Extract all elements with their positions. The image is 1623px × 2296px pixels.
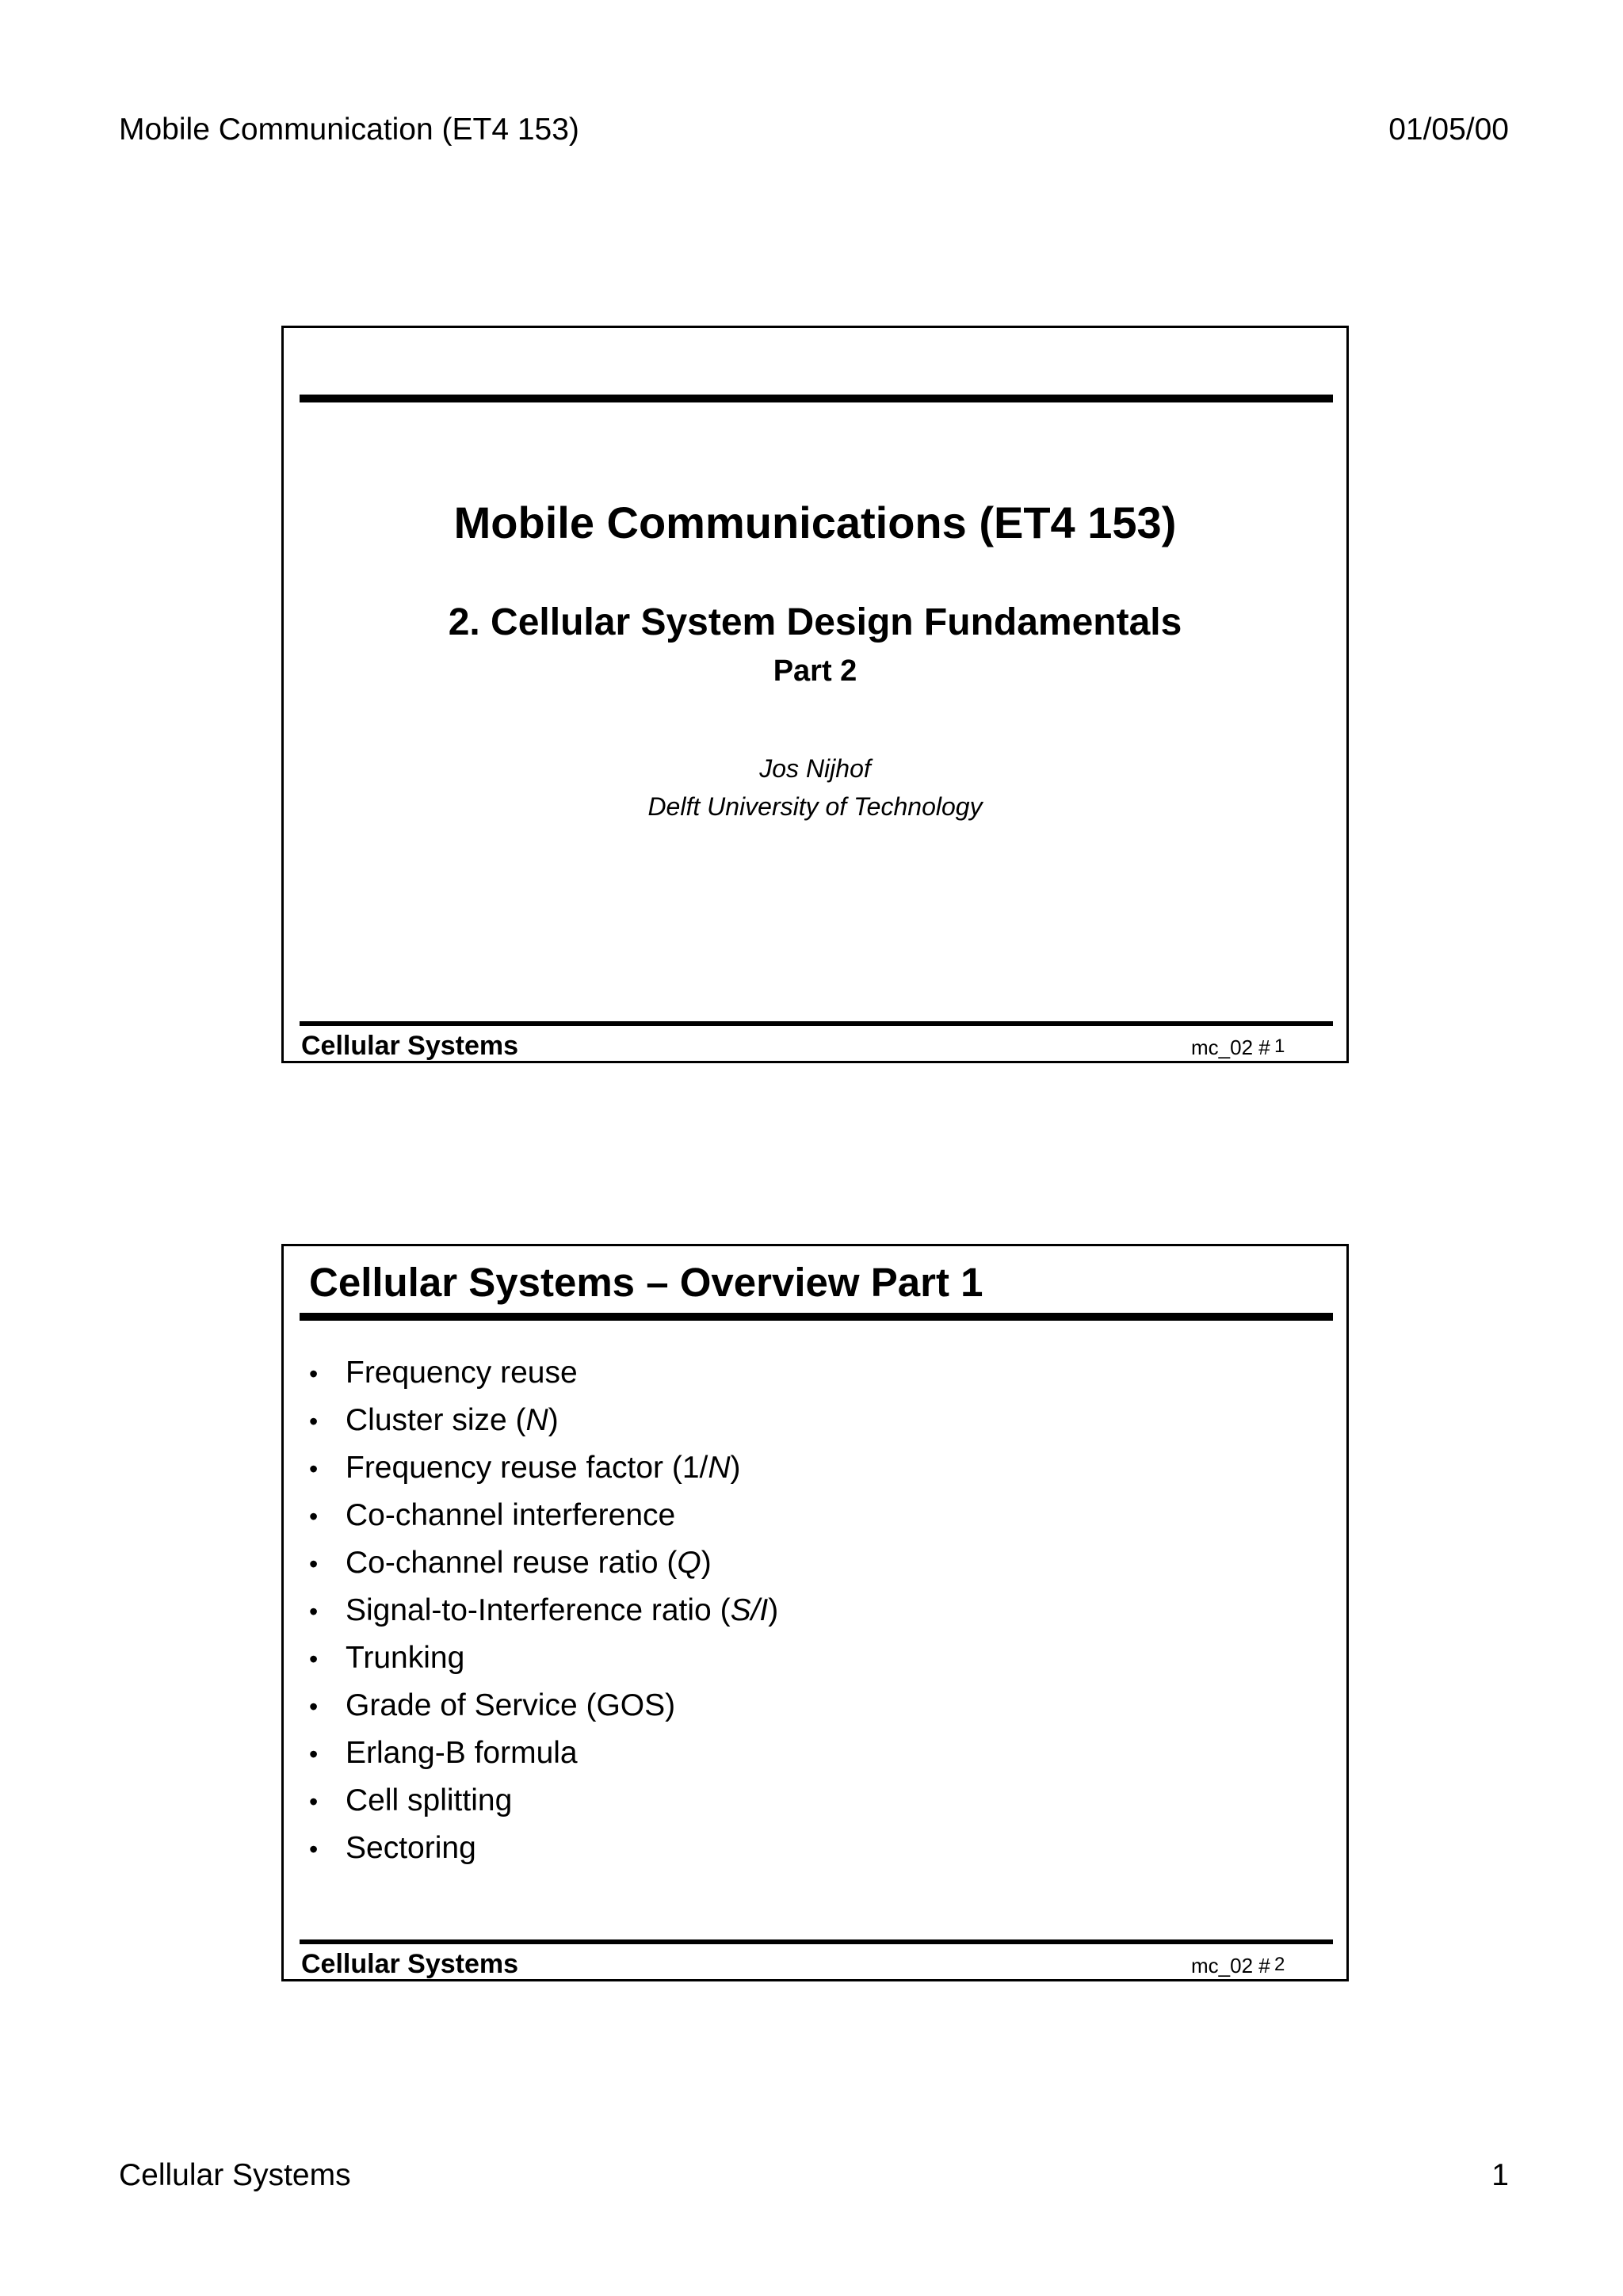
list-item-text bbox=[346, 1492, 675, 1539]
list-item bbox=[309, 1682, 778, 1730]
slide-footer-number: 2 bbox=[1274, 1954, 1285, 1975]
list-item-suffix: ) bbox=[548, 1403, 559, 1437]
list-item bbox=[309, 1444, 778, 1492]
list-item-text bbox=[346, 1397, 559, 1444]
slide-footer-code: mc_02 # bbox=[1191, 1035, 1270, 1059]
bullet-icon: • bbox=[309, 1502, 319, 1531]
list-item-text bbox=[346, 1634, 464, 1682]
slide-footer-code: mc_02 # bbox=[1191, 1954, 1270, 1978]
list-item-text bbox=[346, 1349, 578, 1397]
list-item bbox=[309, 1397, 778, 1444]
slide-heading: Cellular Systems – Overview Part 1 bbox=[309, 1260, 983, 1305]
slide-title bbox=[281, 326, 1349, 1063]
list-item bbox=[309, 1349, 778, 1397]
bullet-icon: • bbox=[309, 1597, 319, 1626]
list-item-prefix: Trunking bbox=[346, 1641, 465, 1675]
slide-bottom-rule bbox=[300, 1939, 1333, 1944]
slide-overview bbox=[281, 1244, 1349, 1981]
slide-subtitle: 2. Cellular System Design Fundamentals bbox=[448, 601, 1182, 643]
list-item-text bbox=[346, 1682, 675, 1730]
list-item-prefix: Frequency reuse bbox=[346, 1356, 578, 1390]
list-item-text bbox=[346, 1825, 476, 1872]
page-header-date: 01/05/00 bbox=[1388, 113, 1509, 147]
list-item bbox=[309, 1634, 778, 1682]
slide-footer-number: 1 bbox=[1274, 1035, 1285, 1057]
bullet-icon: • bbox=[309, 1407, 319, 1436]
bullet-icon: • bbox=[309, 1645, 319, 1673]
list-item-suffix: ) bbox=[701, 1546, 712, 1580]
list-item-suffix: ) bbox=[730, 1451, 741, 1485]
list-item-prefix: Signal-to-Interference ratio ( bbox=[346, 1593, 731, 1627]
list-item-text bbox=[346, 1730, 578, 1777]
list-item-variable: N bbox=[525, 1403, 548, 1437]
slide-affiliation: Delft University of Technology bbox=[647, 792, 983, 821]
bullet-icon: • bbox=[309, 1360, 319, 1388]
slide-author: Jos Nijhof bbox=[759, 754, 871, 783]
list-item-variable: S/I bbox=[730, 1593, 769, 1627]
slide-top-rule bbox=[300, 1313, 1333, 1321]
list-item-prefix: Cell splitting bbox=[346, 1783, 513, 1817]
bullet-list bbox=[309, 1349, 778, 1872]
page-header-course: Mobile Communication (ET4 153) bbox=[119, 113, 579, 147]
list-item-prefix: Frequency reuse factor (1/ bbox=[346, 1451, 708, 1485]
slide-footer-title: Cellular Systems bbox=[301, 1031, 519, 1061]
bullet-icon: • bbox=[309, 1740, 319, 1768]
page-footer-section: Cellular Systems bbox=[119, 2158, 351, 2192]
list-item-prefix: Grade of Service (GOS) bbox=[346, 1688, 676, 1722]
list-item-prefix: Co-channel interference bbox=[346, 1498, 676, 1532]
bullet-icon: • bbox=[309, 1692, 319, 1721]
slide-top-rule bbox=[300, 395, 1333, 402]
slide-main-title: Mobile Communications (ET4 153) bbox=[453, 498, 1177, 547]
list-item-text bbox=[346, 1444, 741, 1492]
bullet-icon: • bbox=[309, 1835, 319, 1863]
list-item-text bbox=[346, 1539, 712, 1587]
list-item-text bbox=[346, 1587, 778, 1634]
list-item bbox=[309, 1777, 778, 1825]
slide-part-label: Part 2 bbox=[773, 654, 857, 688]
list-item-suffix: ) bbox=[768, 1593, 779, 1627]
bullet-icon: • bbox=[309, 1550, 319, 1578]
list-item bbox=[309, 1492, 778, 1539]
bullet-icon: • bbox=[309, 1455, 319, 1483]
slide-footer-title: Cellular Systems bbox=[301, 1949, 519, 1979]
list-item-variable: N bbox=[708, 1451, 731, 1485]
list-item-prefix: Sectoring bbox=[346, 1831, 476, 1865]
list-item bbox=[309, 1730, 778, 1777]
list-item bbox=[309, 1587, 778, 1634]
list-item bbox=[309, 1825, 778, 1872]
list-item-variable: Q bbox=[677, 1546, 701, 1580]
list-item-text bbox=[346, 1777, 512, 1825]
page-footer-number: 1 bbox=[1491, 2158, 1509, 2192]
slide-bottom-rule bbox=[300, 1021, 1333, 1026]
list-item bbox=[309, 1539, 778, 1587]
list-item-prefix: Erlang-B formula bbox=[346, 1736, 578, 1770]
list-item-prefix: Cluster size ( bbox=[346, 1403, 526, 1437]
list-item-prefix: Co-channel reuse ratio ( bbox=[346, 1546, 678, 1580]
bullet-icon: • bbox=[309, 1787, 319, 1816]
